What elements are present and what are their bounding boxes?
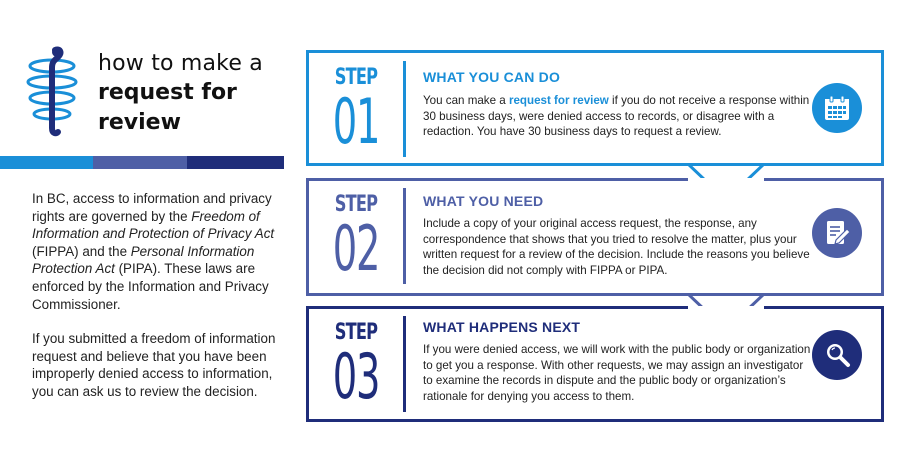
step-3-label (309, 306, 403, 419)
step-1-body-a: You can make a (423, 94, 509, 107)
intro-p1-e: (PIPA). These laws are enforced by the Information and Privacy Commissioner. (32, 261, 269, 312)
step-2-top-border-left (306, 178, 688, 181)
step-1-word: STEP (334, 65, 378, 90)
step-1-icon (812, 83, 862, 133)
pipa-name: Personal Information Protection Act (32, 243, 255, 277)
intro-text (32, 190, 282, 418)
step-2-icon (812, 208, 862, 258)
step-3-body: If you were denied access, we will work with the public body or organization to get you a response. With other requests, we may assign an investigator to examine the records in dispute and the public body or organization’s rationale for denying you access to them. (423, 343, 811, 403)
title-line-2: request for (98, 80, 237, 105)
step-3-number: 03 (332, 340, 380, 413)
color-bar (0, 156, 284, 169)
step-2-word: STEP (334, 192, 378, 217)
page-title (98, 50, 263, 138)
step-1-heading: WHAT YOU CAN DO (423, 69, 561, 85)
magnifier-icon (822, 340, 852, 370)
color-bar-segment-3 (187, 156, 284, 169)
step-2-body: Include a copy of your original access request, the response, any correspondence that shows that you tried to resolve the matter, plus your written request for a review of the decision. Include the reasons you believe the decision did not comply with FIPPA or PIPA. (423, 217, 810, 277)
step-3-word: STEP (334, 320, 378, 345)
color-bar-segment-2 (93, 156, 187, 169)
step-2-number: 02 (332, 212, 380, 285)
request-for-review-link[interactable]: request for review (508, 94, 609, 107)
color-bar-segment-1 (0, 156, 93, 169)
step-2-top-border-right (764, 178, 884, 181)
step-1-divider (403, 61, 406, 157)
step-3-divider (403, 316, 406, 412)
step-3-top-border-right (764, 306, 884, 309)
step-2-label (309, 178, 403, 293)
step-3-box (306, 306, 884, 422)
intro-p1-c: (FIPPA) and the (32, 243, 131, 259)
intro-paragraph-2: If you submitted a freedom of information request and believe that you have been improperly denied access to information, you can ask us to review the decision. (32, 331, 276, 399)
step-1-number: 01 (332, 85, 380, 158)
step-1-body (423, 93, 813, 140)
oipc-logo (22, 44, 82, 140)
step-3-icon (812, 330, 862, 380)
step-3-top-border-left (306, 306, 688, 309)
fippa-name: Freedom of Information and Protection of Privacy Act (32, 208, 275, 242)
step-2-heading: WHAT YOU NEED (423, 193, 544, 209)
step-3-heading: WHAT HAPPENS NEXT (423, 319, 581, 335)
step-1-body-b: if you do not receive a response within 30 business days, were denied access to records, or disagree with a redaction. You have 30 business days to request a review. (423, 94, 810, 139)
title-line-3: review (98, 110, 181, 135)
step-2-box (306, 178, 884, 296)
intro-p1-a: In BC, access to information and privacy rights are governed by the (32, 191, 272, 224)
document-pencil-icon (822, 218, 852, 248)
step-1-label (309, 53, 403, 163)
intro-paragraph-1 (32, 190, 282, 313)
step-1-box (306, 50, 884, 166)
step-2-divider (403, 188, 406, 284)
title-line-1: how to make a (98, 51, 263, 76)
calendar-icon (822, 93, 852, 123)
